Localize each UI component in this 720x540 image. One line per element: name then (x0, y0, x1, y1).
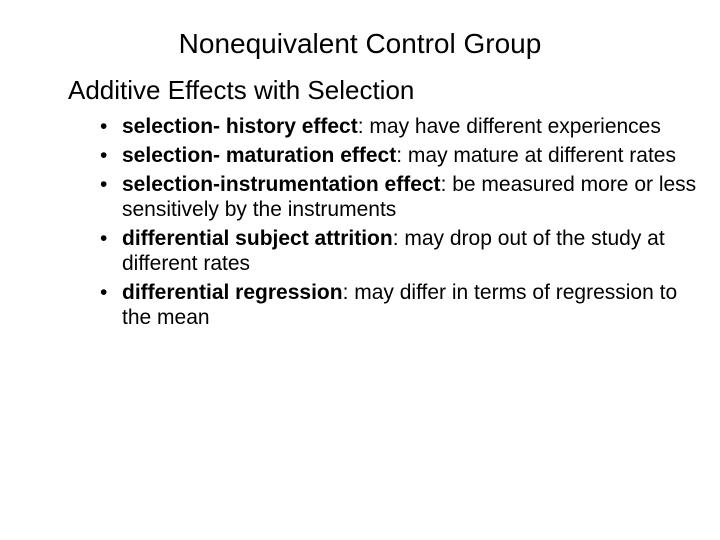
bullet-term: differential subject attrition (122, 227, 393, 250)
bullet-text: : may have different experiences (357, 115, 661, 138)
bullet-item (100, 114, 700, 139)
bullet-marker: • (100, 227, 108, 250)
bullet-item (100, 143, 700, 168)
bullet-item (100, 226, 700, 276)
bullet-marker: • (100, 115, 108, 138)
bullet-item (100, 172, 700, 222)
bullet-text: : may differ in terms of regression to the mean (122, 281, 678, 329)
bullet-text: : may drop out of the study at different rates (122, 227, 665, 275)
bullet-marker: • (100, 173, 108, 196)
bullet-text: : may mature at different rates (396, 144, 676, 167)
bullet-marker: • (100, 144, 108, 167)
bullet-text: : be measured more or less sensitively by the instruments (122, 173, 697, 221)
slide-subtitle: Additive Effects with Selection (68, 75, 415, 105)
bullet-term: selection- history effect (122, 115, 358, 138)
bullet-term: differential regression (122, 281, 343, 304)
bullet-list (100, 114, 700, 334)
bullet-term: selection- maturation effect (122, 144, 397, 167)
bullet-term: selection-instrumentation effect (122, 173, 441, 196)
bullet-marker: • (100, 281, 108, 304)
bullet-item (100, 280, 700, 330)
slide-title: Nonequivalent Control Group (178, 28, 542, 59)
